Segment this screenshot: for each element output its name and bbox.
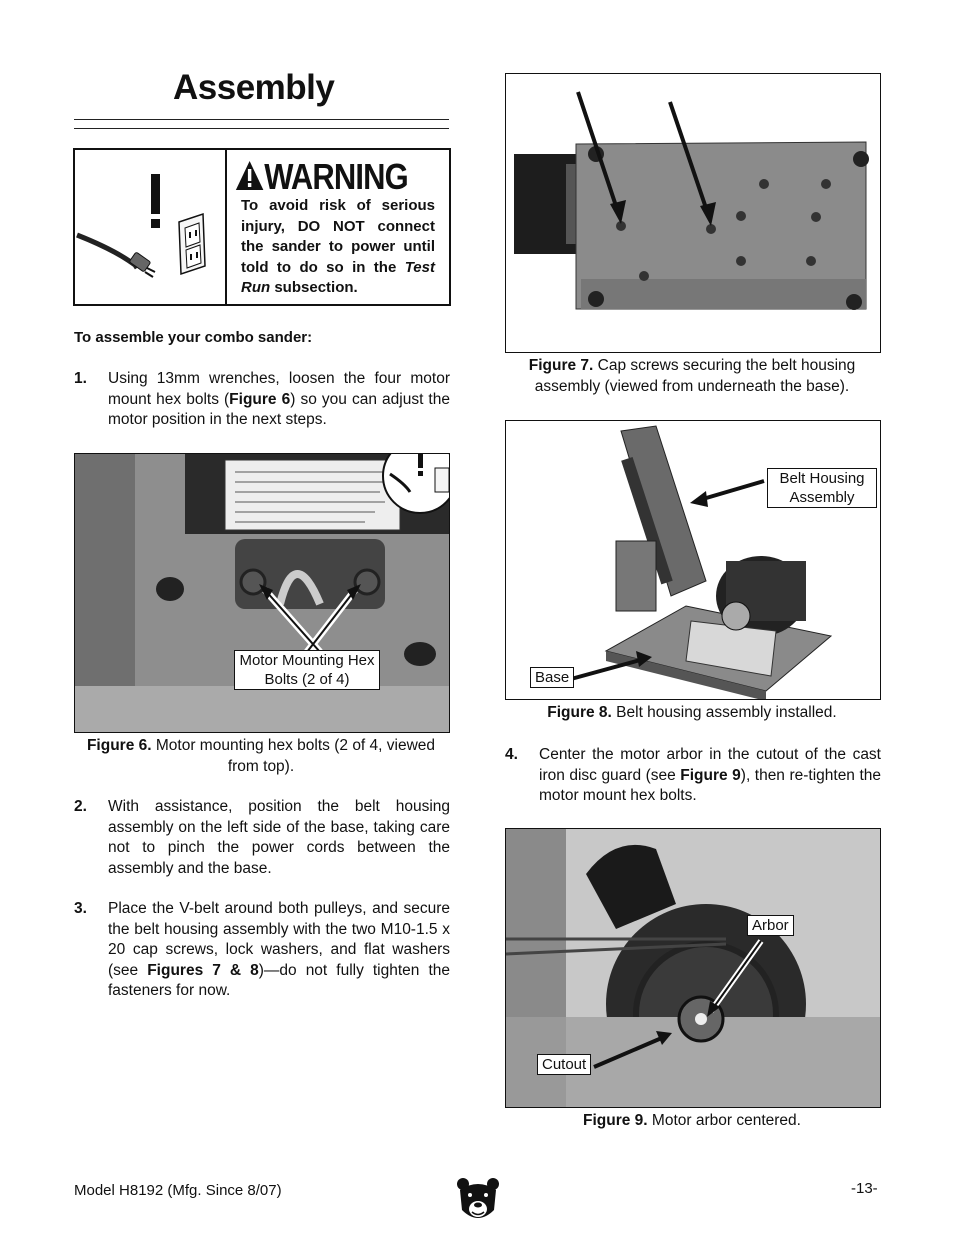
exclamation-icon — [151, 174, 160, 228]
wall-outlet-icon — [179, 214, 205, 274]
warning-text: To avoid risk of serious injury, DO NOT connect the sander to power until told to do so in the Test Run subsection. — [241, 197, 435, 296]
warning-box — [73, 148, 451, 306]
figure-6-photo — [74, 453, 450, 733]
warning-illustration — [75, 150, 227, 304]
intro-heading: To assemble your combo sander: — [74, 329, 313, 346]
figure-9-caption: Figure 9. Motor arbor centered. — [583, 1112, 801, 1129]
figure-7-photo — [505, 73, 881, 353]
footer-model: Model H8192 (Mfg. Since 8/07) — [74, 1182, 282, 1199]
footer-page-number: -13- — [851, 1180, 878, 1197]
title-rule-1 — [74, 119, 449, 120]
figure-6-caption: Figure 6. Motor mounting hex bolts (2 of 4, viewed from top). — [86, 737, 436, 775]
page-title: Assembly — [173, 68, 335, 107]
figure-8-callout-base: Base — [530, 667, 574, 688]
figure-6-callout: Motor Mounting Hex Bolts (2 of 4) — [234, 650, 380, 690]
figure-8-caption: Figure 8. Belt housing assembly installed. — [547, 704, 837, 721]
figure-9-photo — [505, 828, 881, 1108]
bear-logo-icon — [456, 1176, 500, 1224]
figure-9-callout-cutout: Cutout — [537, 1054, 591, 1075]
figure-8-photo — [505, 420, 881, 700]
warning-heading — [235, 156, 408, 200]
warning-triangle-icon — [235, 158, 264, 200]
figure-7-caption: Figure 7. Cap screws securing the belt housing assembly (viewed from underneath the base). — [528, 357, 856, 395]
warning-heading-text: WARNING — [264, 156, 408, 197]
figure-9-callout-arbor: Arbor — [747, 915, 794, 936]
title-rule-2 — [74, 128, 449, 129]
figure-8-callout-belt-housing: Belt Housing Assembly — [767, 468, 877, 508]
power-cord-icon — [77, 235, 155, 277]
